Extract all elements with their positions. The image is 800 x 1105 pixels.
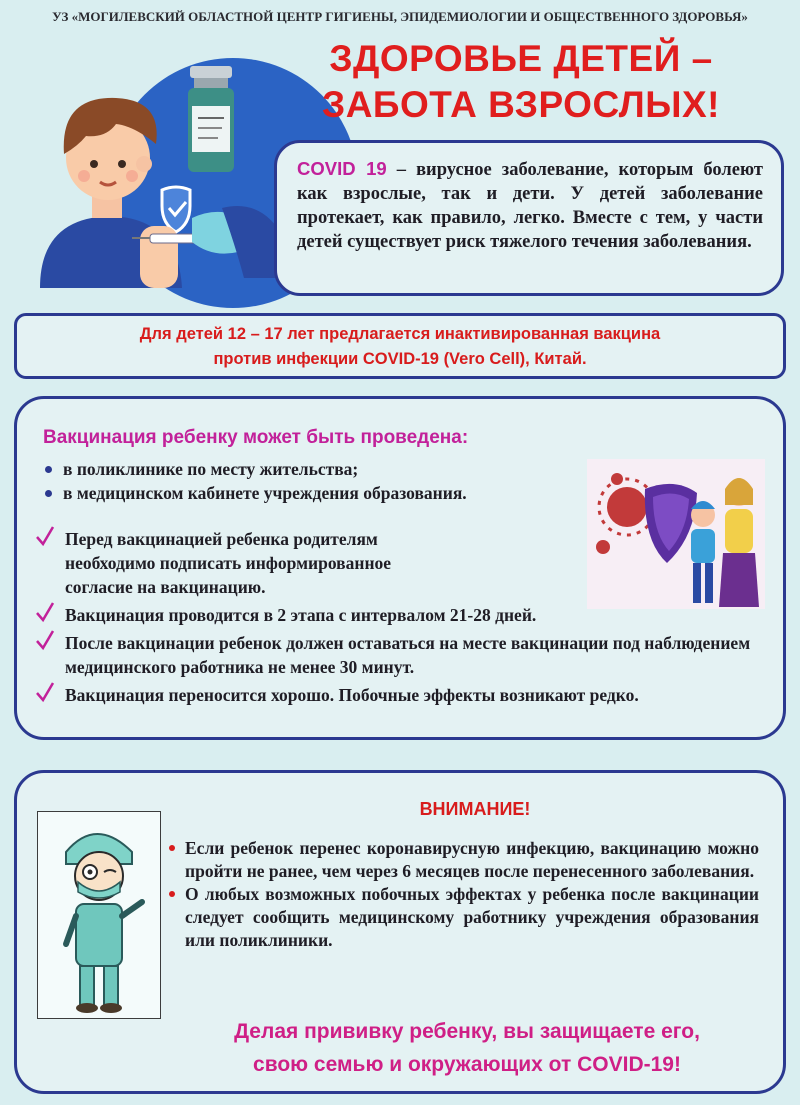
closing-line-2: свою семью и окружающих от COVID-19! bbox=[253, 1053, 681, 1076]
intro-text bbox=[297, 157, 763, 254]
vaccine-offer-text bbox=[17, 316, 783, 372]
list-item bbox=[35, 631, 775, 679]
checkmark-icon bbox=[35, 601, 55, 623]
child-vaccination-illustration bbox=[22, 58, 292, 288]
list-item bbox=[35, 603, 775, 627]
offer-line-2: против инфекции COVID-19 (Vero Cell), Китай. bbox=[213, 350, 587, 368]
title-line-2: ЗАБОТА ВЗРОСЛЫХ! bbox=[322, 84, 720, 125]
list-item: в медицинском кабинете учреждения образования. bbox=[41, 481, 467, 505]
closing-message bbox=[167, 1015, 767, 1081]
attention-list bbox=[173, 837, 759, 952]
vaccination-notes-list bbox=[35, 527, 775, 711]
main-title bbox=[286, 36, 756, 128]
vaccination-box bbox=[14, 396, 786, 740]
vaccination-heading: Вакцинация ребенку может быть проведена: bbox=[43, 427, 469, 448]
checkmark-icon bbox=[35, 525, 55, 547]
doctor-illustration-frame bbox=[37, 811, 161, 1019]
covid-highlight: COVID 19 bbox=[297, 158, 387, 179]
doctor-illustration bbox=[38, 812, 160, 1018]
attention-heading: ВНИМАНИЕ! bbox=[419, 799, 531, 819]
list-item: О любых возможных побочных эффектах у ребенка после вакцинации следует сообщить медицинскому работнику учреждения образования или поликлиники. bbox=[173, 883, 759, 952]
list-item: в поликлинике по месту жительства; bbox=[41, 457, 467, 481]
intro-body: – вирусное заболевание, которым болеют как взрослые, так и дети. У детей заболевание протекает, как правило, легко. Вместе с тем, у части детей существует риск тяжелого течения заболевания. bbox=[297, 160, 764, 252]
organization-name: УЗ «МОГИЛЕВСКИЙ ОБЛАСТНОЙ ЦЕНТР ГИГИЕНЫ, ЭПИДЕМИОЛОГИИ И ОБЩЕСТВЕННОГО ЗДОРОВЬЯ» bbox=[52, 9, 748, 24]
list-item: Если ребенок перенес коронавирусную инфекцию, вакцинацию можно пройти не ранее, чем через 6 месяцев после перенесенного заболевания. bbox=[173, 837, 759, 883]
closing-line-1: Делая прививку ребенку, вы защищаете его, bbox=[234, 1020, 700, 1043]
checkmark-icon bbox=[35, 681, 55, 703]
title-line-1: ЗДОРОВЬЕ ДЕТЕЙ – bbox=[329, 38, 713, 79]
note-text: Перед вакцинацией ребенка родителям необходимо подписать информированное согласие на вакцинацию. bbox=[65, 529, 392, 597]
note-text: Вакцинация переносится хорошо. Побочные эффекты возникают редко. bbox=[65, 685, 639, 705]
attention-box bbox=[14, 770, 786, 1094]
list-item bbox=[35, 527, 775, 599]
checkmark-icon bbox=[35, 629, 55, 651]
vaccination-places-list bbox=[41, 457, 467, 505]
offer-line-1: Для детей 12 – 17 лет предлагается инактивированная вакцина bbox=[139, 325, 661, 343]
vaccine-offer-box bbox=[14, 313, 786, 379]
intro-box bbox=[274, 140, 784, 296]
note-text: Вакцинация проводится в 2 этапа с интервалом 21-28 дней. bbox=[65, 605, 537, 625]
note-text: После вакцинации ребенок должен оставаться на месте вакцинации под наблюдением медицинского работника не менее 30 минут. bbox=[65, 633, 751, 677]
list-item bbox=[35, 683, 775, 707]
